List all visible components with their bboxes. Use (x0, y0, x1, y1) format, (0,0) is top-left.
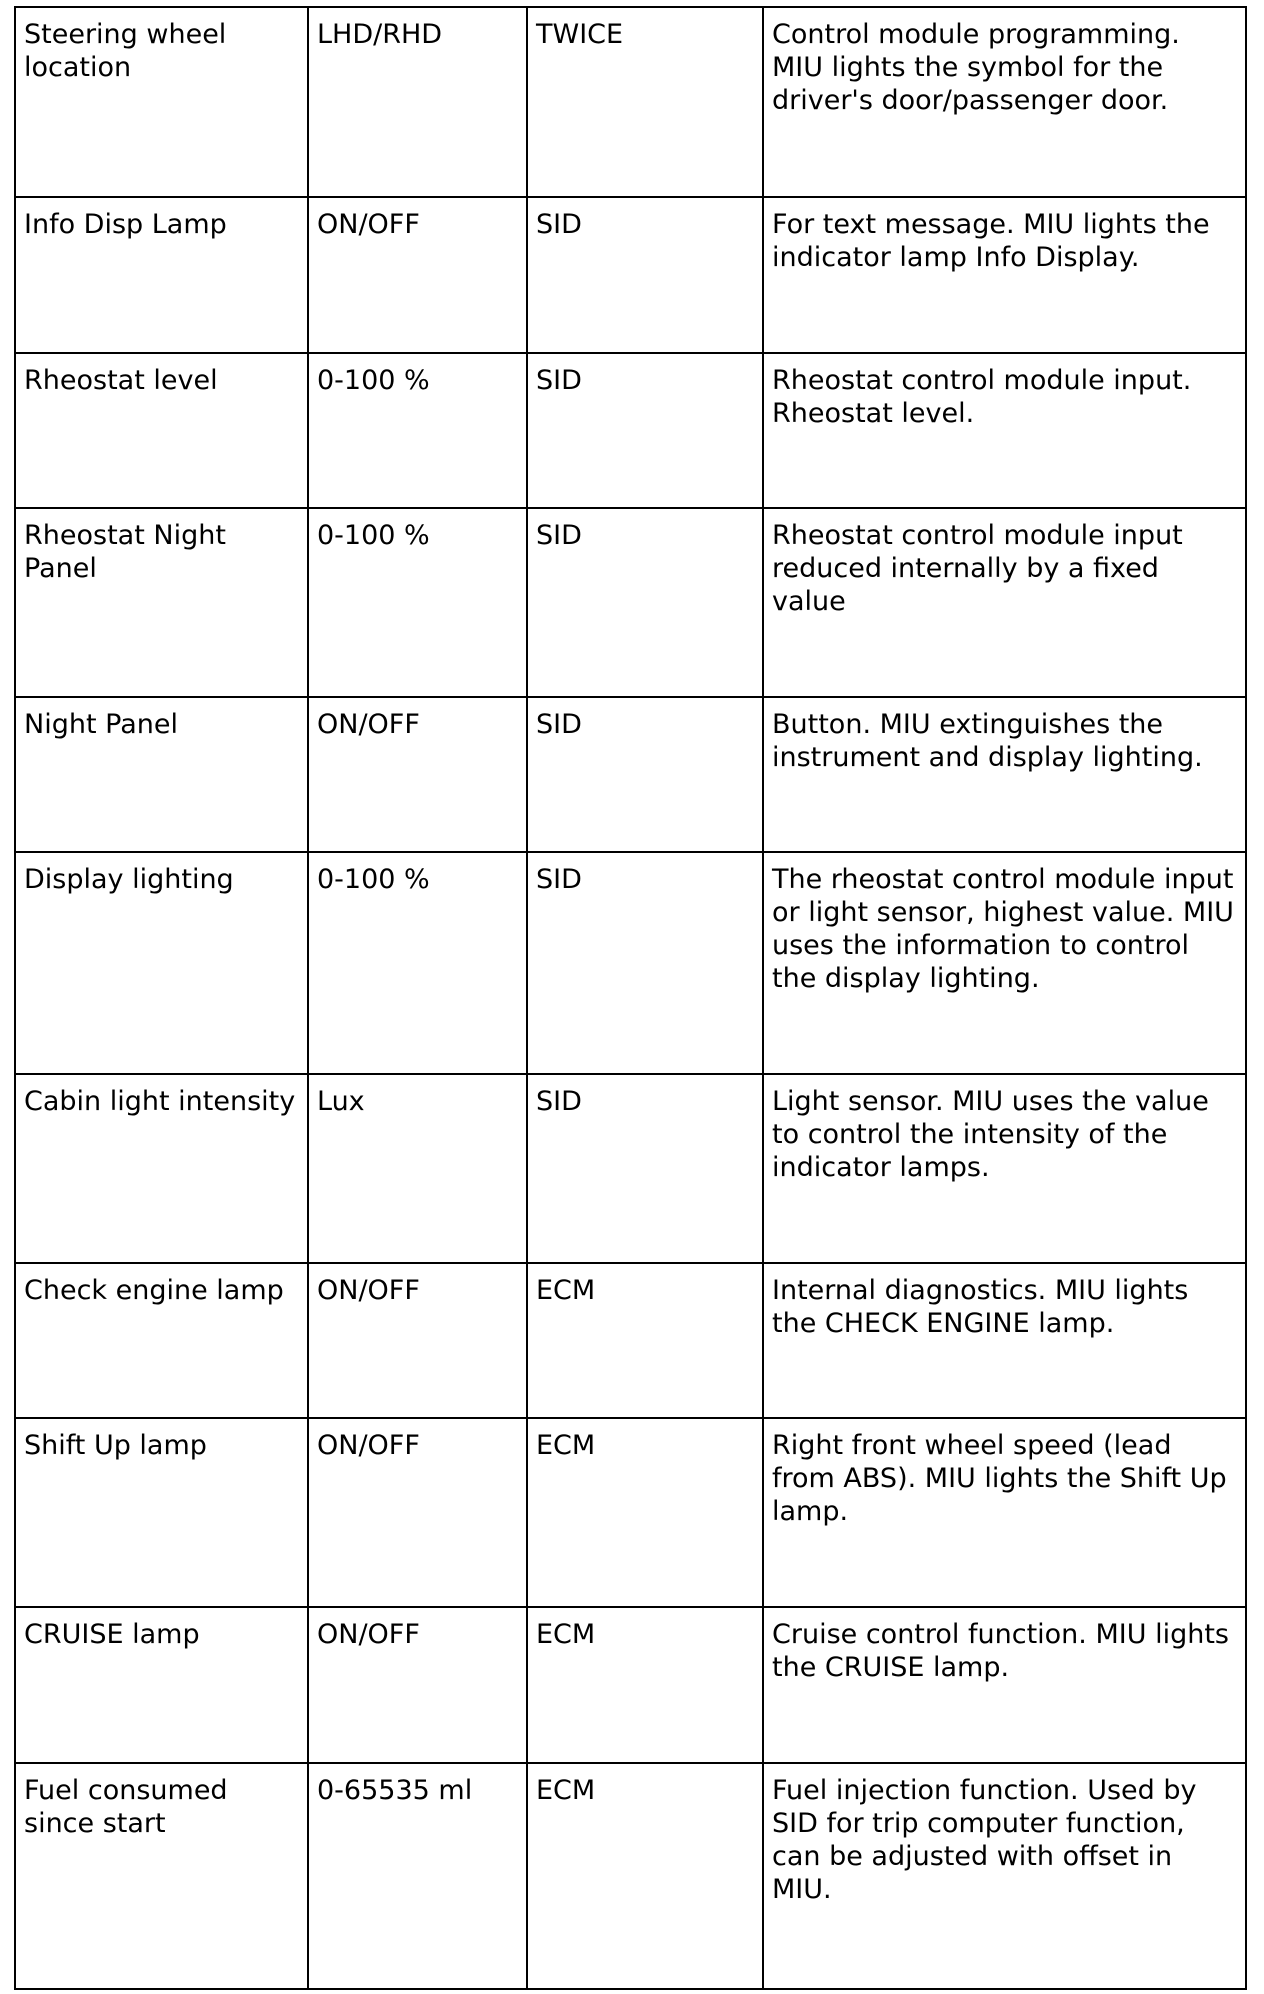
signal-source-cell: SID (527, 508, 763, 697)
signal-source-cell: SID (527, 197, 763, 353)
table-row (15, 1418, 1246, 1607)
signal-value-cell: ON/OFF (308, 1418, 527, 1607)
table-row (15, 1607, 1246, 1763)
table-row (15, 197, 1246, 353)
signal-value-cell: ON/OFF (308, 1607, 527, 1763)
signal-description-cell: Rheostat control module input. Rheostat level. (763, 353, 1246, 508)
signal-source-cell: ECM (527, 1263, 763, 1418)
signal-value-cell: 0-100 % (308, 353, 527, 508)
table-row (15, 7, 1246, 197)
signal-description-cell: Cruise control function. MIU lights the CRUISE lamp. (763, 1607, 1246, 1763)
signal-source-cell: SID (527, 852, 763, 1074)
signal-description-cell: Light sensor. MIU uses the value to control the intensity of the indicator lamps. (763, 1074, 1246, 1263)
table-row (15, 697, 1246, 852)
signal-value-cell: 0-65535 ml (308, 1763, 527, 1989)
table-row (15, 1074, 1246, 1263)
signal-value-cell: ON/OFF (308, 197, 527, 353)
signal-name-cell: Rheostat level (15, 353, 308, 508)
signal-description-cell: Right front wheel speed (lead from ABS). MIU lights the Shift Up lamp. (763, 1418, 1246, 1607)
signal-name-cell: CRUISE lamp (15, 1607, 308, 1763)
signal-value-cell: ON/OFF (308, 697, 527, 852)
signal-source-cell: ECM (527, 1763, 763, 1989)
signal-name-cell: Display lighting (15, 852, 308, 1074)
signal-description-cell: Rheostat control module input reduced internally by a fixed value (763, 508, 1246, 697)
signal-name-cell: Rheostat Night Panel (15, 508, 308, 697)
table-row (15, 1263, 1246, 1418)
signal-name-cell: Cabin light intensity (15, 1074, 308, 1263)
signal-source-cell: ECM (527, 1607, 763, 1763)
table-row (15, 852, 1246, 1074)
signal-value-cell: 0-100 % (308, 852, 527, 1074)
signal-name-cell: Check engine lamp (15, 1263, 308, 1418)
table-row (15, 353, 1246, 508)
signal-name-cell: Steering wheel location (15, 7, 308, 197)
signal-description-cell: Button. MIU extinguishes the instrument and display lighting. (763, 697, 1246, 852)
signal-description-cell: Control module programming. MIU lights the symbol for the driver's door/passenger door. (763, 7, 1246, 197)
signal-name-cell: Info Disp Lamp (15, 197, 308, 353)
signal-description-cell: For text message. MIU lights the indicator lamp Info Display. (763, 197, 1246, 353)
signal-source-cell: TWICE (527, 7, 763, 197)
signal-description-cell: The rheostat control module input or light sensor, highest value. MIU uses the information to control the display lighting. (763, 852, 1246, 1074)
signal-table (14, 6, 1247, 1990)
table-row (15, 1763, 1246, 1989)
signal-source-cell: SID (527, 1074, 763, 1263)
signal-value-cell: Lux (308, 1074, 527, 1263)
signal-value-cell: 0-100 % (308, 508, 527, 697)
table-row (15, 508, 1246, 697)
signal-value-cell: LHD/RHD (308, 7, 527, 197)
signal-value-cell: ON/OFF (308, 1263, 527, 1418)
signal-description-cell: Fuel injection function. Used by SID for trip computer function, can be adjusted with offset in MIU. (763, 1763, 1246, 1989)
signal-source-cell: SID (527, 353, 763, 508)
signal-name-cell: Night Panel (15, 697, 308, 852)
signal-description-cell: Internal diagnostics. MIU lights the CHECK ENGINE lamp. (763, 1263, 1246, 1418)
signal-name-cell: Fuel consumed since start (15, 1763, 308, 1989)
signal-source-cell: SID (527, 697, 763, 852)
signal-source-cell: ECM (527, 1418, 763, 1607)
signal-name-cell: Shift Up lamp (15, 1418, 308, 1607)
